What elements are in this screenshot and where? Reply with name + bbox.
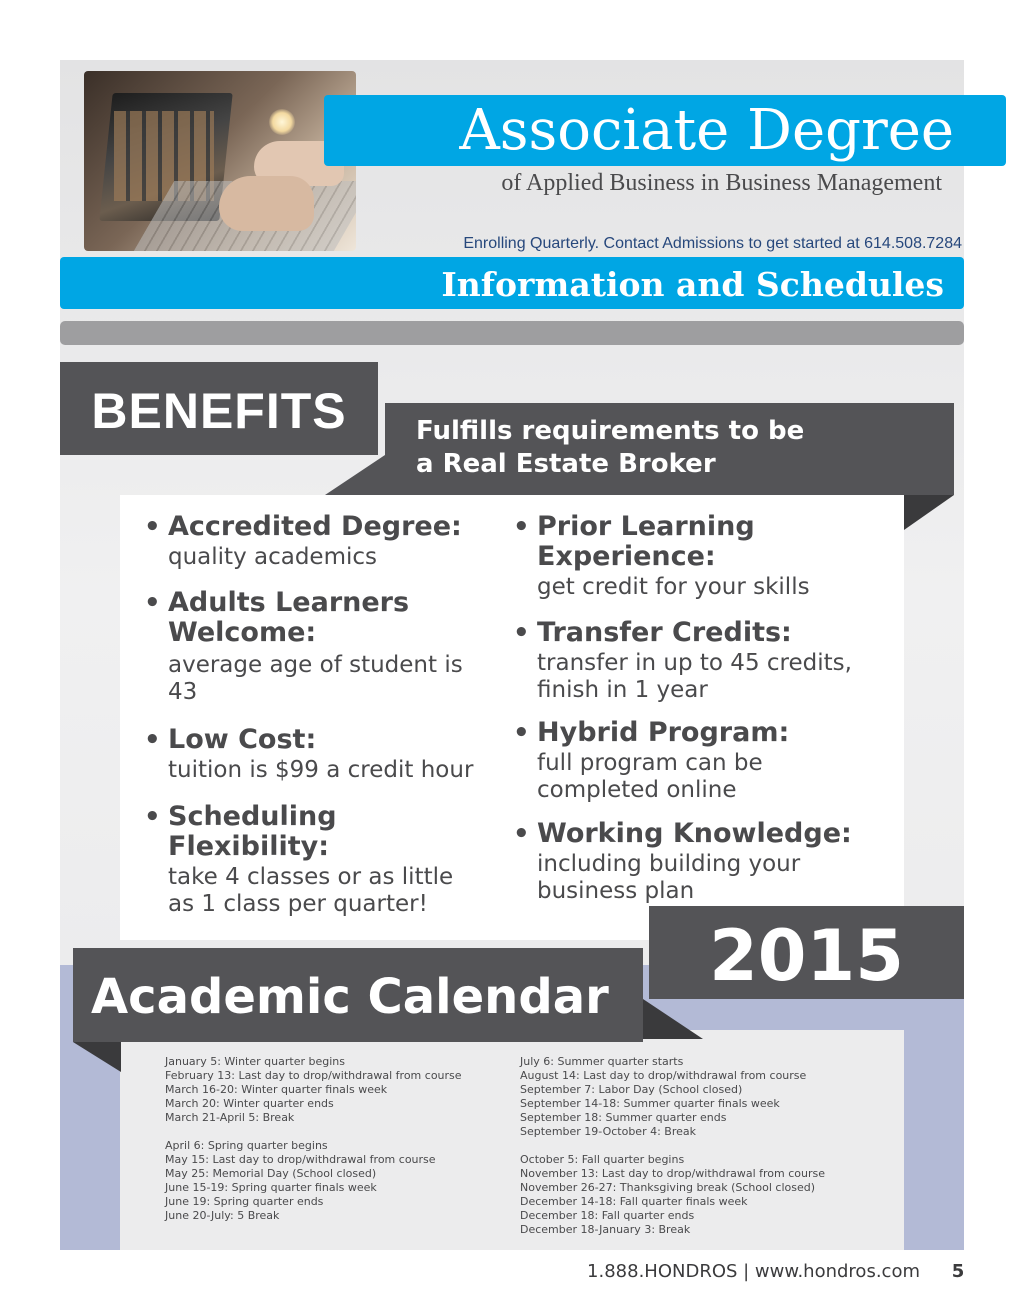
calendar-entry: June 19: Spring quarter ends bbox=[165, 1195, 324, 1208]
ribbon-fold bbox=[643, 999, 703, 1039]
calendar-entry: December 14-18: Fall quarter finals week bbox=[520, 1195, 748, 1208]
calendar-entry: September 14-18: Summer quarter finals week bbox=[520, 1097, 780, 1110]
bullet-icon: • bbox=[144, 512, 161, 542]
benefit-heading: Scheduling Flexibility: bbox=[168, 801, 337, 862]
ribbon-fold bbox=[325, 455, 385, 495]
benefit-item bbox=[144, 511, 513, 571]
section-heading: Information and Schedules bbox=[441, 265, 944, 304]
bullet-icon: • bbox=[513, 819, 530, 849]
benefit-heading: Adults Learners Welcome: bbox=[168, 587, 410, 648]
calendar-entry: December 18-January 3: Break bbox=[520, 1223, 691, 1236]
page-number: 5 bbox=[951, 1261, 965, 1282]
calendar-entry: June 15-19: Spring quarter finals week bbox=[165, 1181, 377, 1194]
footer-contact: 1.888.HONDROS | www.hondros.com bbox=[587, 1261, 920, 1282]
calendar-entry: September 7: Labor Day (School closed) bbox=[520, 1083, 743, 1096]
benefit-item bbox=[513, 617, 892, 704]
benefit-description: tuition is $99 a credit hour bbox=[168, 757, 474, 783]
laptop-photo bbox=[84, 71, 356, 251]
enrolling-notice: Enrolling Quarterly. Contact Admissions to get started at 614.508.7284 bbox=[463, 235, 962, 252]
calendar-column-1 bbox=[165, 1055, 462, 1223]
calendar-entry: May 15: Last day to drop/withdrawal from course bbox=[165, 1153, 436, 1166]
calendar-year: 2015 bbox=[709, 915, 904, 997]
calendar-entry: January 5: Winter quarter begins bbox=[165, 1055, 345, 1068]
calendar-column-2 bbox=[520, 1055, 825, 1237]
benefit-item bbox=[513, 511, 877, 601]
benefit-item bbox=[144, 724, 513, 784]
benefit-heading: Low Cost: bbox=[168, 724, 317, 755]
calendar-entry: May 25: Memorial Day (School closed) bbox=[165, 1167, 377, 1180]
benefit-heading: Prior Learning Experience: bbox=[537, 511, 755, 572]
calendar-entry: March 20: Winter quarter ends bbox=[165, 1097, 334, 1110]
benefit-item bbox=[144, 801, 483, 918]
calendar-entry: June 20-July: 5 Break bbox=[165, 1209, 280, 1222]
calendar-entry: March 16-20: Winter quarter finals week bbox=[165, 1083, 388, 1096]
calendar-entry: October 5: Fall quarter begins bbox=[520, 1153, 685, 1166]
page-subtitle: of Applied Business in Business Management bbox=[501, 170, 942, 196]
benefit-description: quality academics bbox=[168, 544, 377, 570]
benefit-heading: Transfer Credits: bbox=[537, 617, 792, 648]
benefit-description: full program can be completed online bbox=[537, 750, 763, 803]
calendar-entry: July 6: Summer quarter starts bbox=[520, 1055, 684, 1068]
candle-image bbox=[269, 109, 295, 135]
bullet-icon: • bbox=[144, 802, 161, 832]
calendar-entry: November 13: Last day to drop/withdrawal from course bbox=[520, 1167, 826, 1180]
calendar-entry: November 26-27: Thanksgiving break (School closed) bbox=[520, 1181, 815, 1194]
benefit-description: average age of student is 43 bbox=[168, 652, 463, 705]
bullet-icon: • bbox=[513, 718, 530, 748]
bullet-icon: • bbox=[513, 512, 530, 542]
benefit-item bbox=[513, 717, 837, 804]
calendar-entry: April 6: Spring quarter begins bbox=[165, 1139, 328, 1152]
calendar-title: Academic Calendar bbox=[91, 969, 609, 1025]
broker-ribbon-text: Fulfills requirements to be a Real Estate Broker bbox=[416, 416, 805, 479]
benefit-description: get credit for your skills bbox=[537, 574, 810, 600]
calendar-entry: August 14: Last day to drop/withdrawal from course bbox=[520, 1069, 807, 1082]
benefit-description: transfer in up to 45 credits, finish in 1 year bbox=[537, 650, 852, 703]
benefit-heading: Accredited Degree: bbox=[168, 511, 462, 542]
benefit-description: take 4 classes or as little as 1 class per quarter! bbox=[168, 864, 454, 917]
calendar-entry: February 13: Last day to drop/withdrawal from course bbox=[165, 1069, 462, 1082]
hand-image bbox=[219, 176, 314, 231]
bullet-icon: • bbox=[144, 588, 161, 618]
calendar-entry: September 19-October 4: Break bbox=[520, 1125, 696, 1138]
divider-bar bbox=[60, 321, 964, 345]
benefits-label: BENEFITS bbox=[91, 383, 347, 439]
calendar-entry: December 18: Fall quarter ends bbox=[520, 1209, 695, 1222]
ribbon-fold bbox=[904, 495, 954, 530]
benefit-heading: Working Knowledge: bbox=[537, 818, 852, 849]
benefit-item bbox=[144, 587, 498, 706]
ribbon-fold bbox=[73, 1042, 121, 1072]
benefit-heading: Hybrid Program: bbox=[537, 717, 790, 748]
page-title: Associate Degree bbox=[459, 98, 954, 163]
benefit-description: including building your business plan bbox=[537, 851, 801, 904]
bullet-icon: • bbox=[513, 618, 530, 648]
bullet-icon: • bbox=[144, 725, 161, 755]
calendar-entry: March 21-April 5: Break bbox=[165, 1111, 295, 1124]
calendar-entry: September 18: Summer quarter ends bbox=[520, 1111, 727, 1124]
benefit-item bbox=[513, 818, 882, 905]
